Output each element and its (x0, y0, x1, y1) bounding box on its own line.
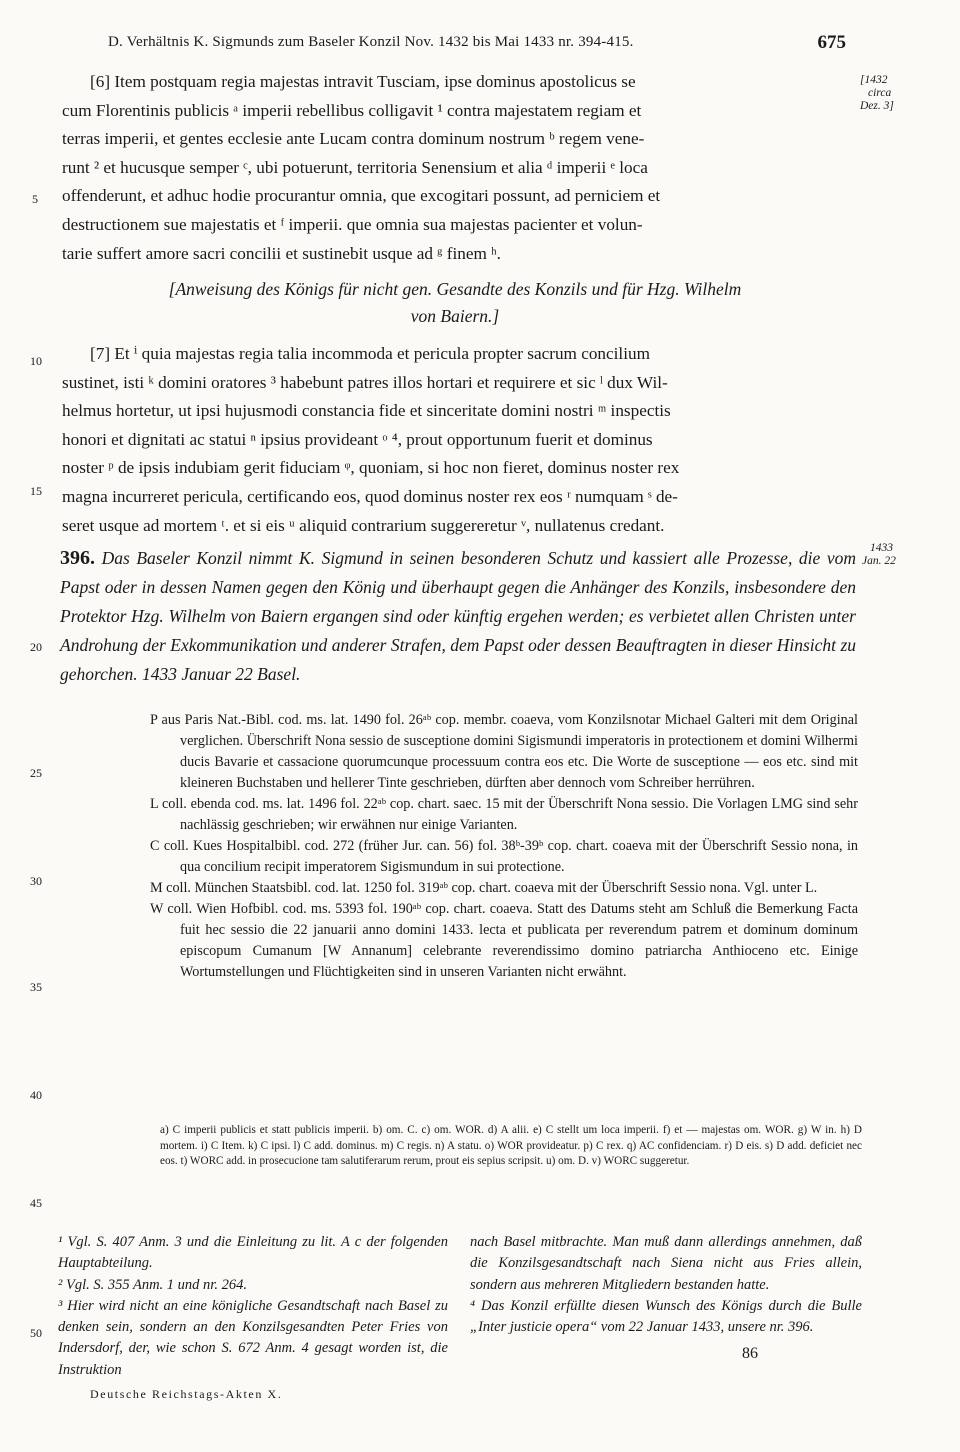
text-line: sustinet, isti ᵏ domini oratores ³ habebunt patres illos hortari et requirere et sic ˡ dux Wil- (62, 372, 668, 392)
line-number: 5 (32, 192, 38, 206)
text-line: helmus hortetur, ut ipsi hujusmodi constancia fide et sinceritate domini nostri ᵐ inspectis (62, 401, 671, 421)
margin-date-1-line: Dez. 3] (860, 100, 894, 112)
variant-apparatus: a) C imperii publicis et statt publicis imperii. b) om. C. c) om. WOR. d) A alii. e) C stellt um loca imperii. f) et — majestas om. WOR. g) W in. h) D mortem. i) C Item. k) C ipsi. l) C add. dominus. m) C regis. n) A statu. o) WOR provideatur. p) C rex. q) AC confidenciam. r) D eis. s) D add. deficiet nec eos. t) WORC add. in prosecucione tam salutiferarum rerum, prout eis sepius scripsit. u) om. D. v) WORC suggeretur. (160, 1124, 862, 1168)
line-number: 50 (30, 1326, 42, 1340)
text-line: [6] Item postquam regia majestas intravit Tusciam, ipse dominus apostolicus se (90, 72, 636, 91)
line-number: 10 (30, 354, 42, 368)
volume-imprint: Deutsche Reichstags-Akten X. (90, 1387, 283, 1401)
footnote: ⁴ Das Konzil erfüllte diesen Wunsch des Königs durch die Bulle „Inter justicie opera“ vom 22 Januar 1433, unsere nr. 396. (470, 1297, 862, 1336)
footnote: ³ Hier wird nicht an eine königliche Gesandtschaft nach Basel zu denken sein, sondern an den Konzilsgesandten Peter Fries von Indersdorf, der, wie schon S. 672 Anm. 4 gesagt worden ist, die Instruktion (58, 1297, 448, 1378)
source-entry: M coll. München Staatsbibl. cod. lat. 1250 fol. 319ᵃᵇ cop. chart. coaeva mit der Überschrift Sessio nona. Vgl. unter L. (150, 880, 818, 896)
text-line: terras imperii, et gentes ecclesie ante Lucam contra dominum nostrum ᵇ regem vene- (62, 129, 645, 149)
line-number: 25 (30, 766, 42, 780)
source-apparatus (150, 710, 858, 983)
page-number: 675 (817, 32, 846, 53)
margin-date-1 (860, 74, 920, 113)
text-line: honori et dignitati ac statui ⁿ ipsius provideant ᵒ ⁴, prout opportunum fuerit et dominus (62, 429, 653, 449)
margin-date-2 (862, 542, 922, 568)
running-header (108, 34, 846, 58)
margin-date-2-line: 1433 (870, 542, 893, 554)
text-line: noster ᵖ de ipsis indubiam gerit fiduciam ᵠ, quoniam, si hoc non fieret, dominus noster rex (62, 458, 680, 478)
document-396-regest (60, 544, 856, 689)
section-6 (62, 68, 852, 268)
regest-text: Das Baseler Konzil nimmt K. Sigmund in seinen besonderen Schutz und kassiert alle Prozesse, die vom Papst oder in dessen Namen gegen den König und überhaupt gegen die Anhänger des Konzils, insbesondere den Protektor Hzg. Wilhelm von Baiern ergangen sind oder künftig ergehen werden; es verbietet allen Christen unter Androhung der Exkommunikation und anderer Strafen, dem Papst oder dessen Beauftragten in dieser Hinsicht zu gehorchen. (60, 548, 856, 684)
line-number: 40 (30, 1088, 42, 1102)
footnote: ¹ Vgl. S. 407 Anm. 3 und die Einleitung zu lit. A c der folgenden Hauptabteilung. (58, 1234, 448, 1272)
source-entry: P aus Paris Nat.-Bibl. cod. ms. lat. 1490 fol. 26ᵃᵇ cop. membr. coaeva, vom Konzilsnotar Michael Galteri mit dem Original verglichen. Überschrift Nona sessio de susceptione domini Sigismundi imperatoris in protectionem et domini Wilhermi ducis Bavarie et cassacione quorumcunque processuum contra eos etc. Die Worte de susceptione — eos etc. sind mit kleineren Buchstaben und hellerer Tinte geschrieben, dürften aber dennoch vom Schreiber herrühren. (150, 712, 858, 791)
section-7 (62, 340, 852, 540)
line-number: 20 (30, 640, 42, 654)
heading-line: von Baiern.] (410, 306, 500, 326)
text-line: offenderunt, et adhuc hodie procurantur omnia, que excogitari possunt, ad perniciem et (62, 186, 661, 206)
line-number: 45 (30, 1196, 42, 1210)
source-entry: W coll. Wien Hofbibl. cod. ms. 5393 fol. 190ᵃᵇ cop. chart. coaeva. Statt des Datums steht am Schluß die Bemerkung Facta fuit hec sessio die 22 januarii anno domini 1433. lecta et publicata per reverendum patrem et dominum dominum episcopum Cumanum [W Annanum] celebrante reverendissimo domino patriarcha Anthioceno etc. Einige Wortumstellungen und Flüchtigkeiten sind in unseren Varianten nicht erwähnt. (150, 901, 858, 980)
printer-signature: 86 (742, 1345, 758, 1362)
footnote: nach Basel mitbrachte. Man muß dann allerdings annehmen, daß die Konzilsgesandtschaft nach Siena nicht aus Fries allein, sondern aus mehreren Mitgliedern bestanden hatte. (470, 1234, 862, 1293)
text-line: destructionem sue majestatis et ᶠ imperii. que omnia sua majestas pacienter et volun- (62, 214, 643, 234)
line-number: 15 (30, 484, 42, 498)
footnotes-right-column (470, 1232, 862, 1338)
footnotes-left-column (58, 1232, 448, 1381)
source-entry: L coll. ebenda cod. ms. lat. 1496 fol. 22ᵃᵇ cop. chart. saec. 15 mit der Überschrift Nona sessio. Die Vorlagen LMG sind sehr nachlässig geschrieben; wir erwähnen nur einige Varianten. (150, 796, 858, 833)
running-title: D. Verhältnis K. Sigmunds zum Baseler Konzil Nov. 1432 bis Mai 1433 nr. 394-415. (108, 34, 634, 50)
margin-date-2-line: Jan. 22 (862, 555, 896, 567)
footnote: ² Vgl. S. 355 Anm. 1 und nr. 264. (58, 1276, 247, 1293)
text-line: runt ² et hucusque semper ᶜ, ubi potuerunt, territoria Senensium et alia ᵈ imperii ᵉ loca (62, 157, 648, 177)
margin-date-1-line: circa (868, 87, 892, 99)
text-line: cum Florentinis publicis ᵃ imperii rebellibus colligavit ¹ contra majestatem regiam et (62, 100, 642, 120)
text-line: seret usque ad mortem ᵗ. et si eis ᵘ aliquid contrarium suggereretur ᵛ, nullatenus credant. (62, 515, 665, 535)
document-number: 396. (60, 547, 95, 569)
text-line: tarie suffert amore sacri concilii et sustinebit usque ad ᵍ finem ʰ. (62, 243, 501, 263)
heading-line: [Anweisung des Königs für nicht gen. Gesandte des Konzils und für Hzg. Wilhelm (168, 279, 742, 299)
source-entry: C coll. Kues Hospitalbibl. cod. 272 (früher Jur. can. 56) fol. 38ᵇ-39ᵇ cop. chart. coaeva mit der Überschrift Sessio nona, in qua concilium recipit imperatorem Sigismundum in sui protectione. (150, 838, 858, 875)
instruction-heading (60, 276, 850, 330)
line-number: 35 (30, 980, 42, 994)
text-line: [7] Et ⁱ quia majestas regia talia incommoda et pericula propter sacrum concilium (90, 344, 650, 363)
line-number: 30 (30, 874, 42, 888)
margin-date-1-line: [1432 (860, 74, 888, 86)
text-line: magna incurreret pericula, certificando eos, quod dominus noster rex eos ʳ numquam ˢ de- (62, 486, 678, 506)
document-date: 1433 Januar 22 Basel. (141, 664, 301, 684)
